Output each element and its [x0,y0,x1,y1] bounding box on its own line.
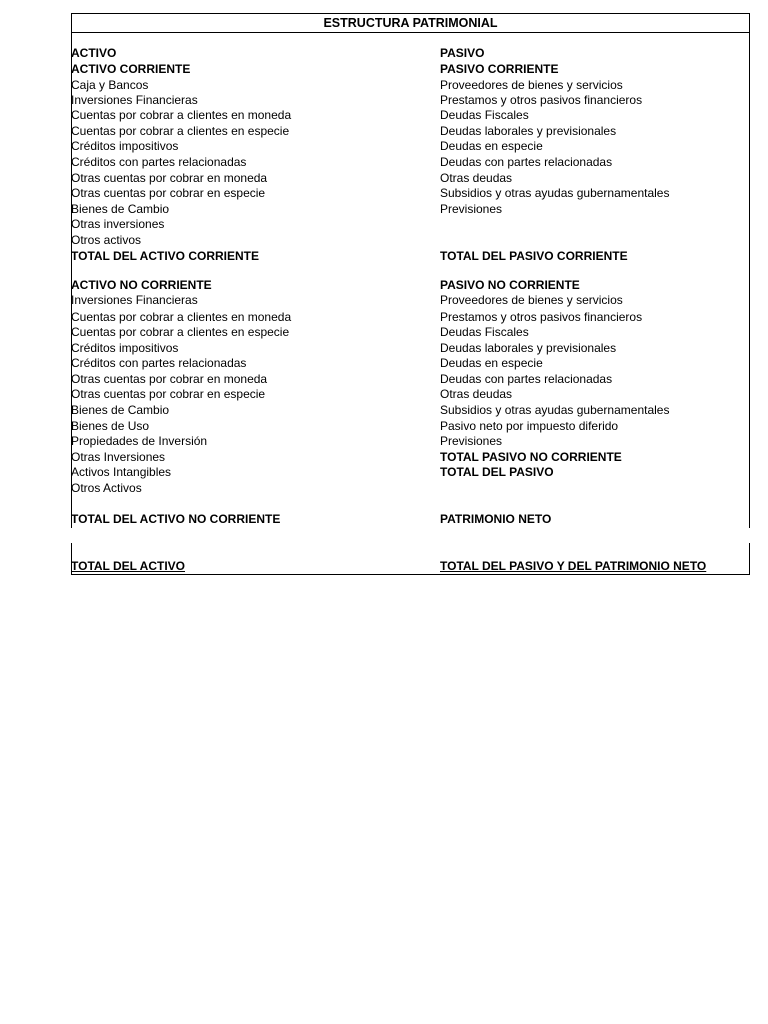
list-item: Deudas Fiscales [440,108,529,122]
list-item: Créditos impositivos [71,139,179,153]
list-item: Pasivo neto por impuesto diferido [440,419,619,433]
list-item: Bienes de Cambio [71,202,170,216]
list-item: Otras cuentas por cobrar en especie [71,387,266,401]
list-item: Cuentas por cobrar a clientes en especie [71,325,290,339]
list-item: Cuentas por cobrar a clientes en moneda [71,310,292,324]
list-item: Inversiones Financieras [71,93,198,107]
list-item: Prestamos y otros pasivos financieros [440,310,643,324]
list-item: Caja y Bancos [71,78,149,92]
pasivo-corriente-heading: PASIVO CORRIENTE [440,62,559,76]
list-item: Otras cuentas por cobrar en moneda [71,372,268,386]
list-item: Proveedores de bienes y servicios [440,78,623,92]
list-item: Otros activos [71,233,142,247]
list-item: Otras Inversiones [71,450,166,464]
list-item: Créditos con partes relacionadas [71,155,247,169]
list-item: Proveedores de bienes y servicios [440,293,623,307]
list-item: Prestamos y otros pasivos financieros [440,93,643,107]
pasivo-heading: PASIVO [440,46,485,60]
list-item: Otras deudas [440,387,513,401]
list-item: Deudas en especie [440,356,543,370]
list-item: Previsiones [440,202,503,216]
sheet-title: ESTRUCTURA PATRIMONIAL [71,13,750,33]
list-item: Cuentas por cobrar a clientes en moneda [71,108,292,122]
total-pasivo-no-corriente: TOTAL PASIVO NO CORRIENTE [440,450,622,464]
total-activo: TOTAL DEL ACTIVO [71,559,186,573]
total-pasivo: TOTAL DEL PASIVO [440,465,554,479]
list-item: Previsiones [440,434,503,448]
total-pasivo-y-patrimonio-neto: TOTAL DEL PASIVO Y DEL PATRIMONIO NETO [440,559,707,573]
total-pasivo-corriente: TOTAL DEL PASIVO CORRIENTE [440,249,628,263]
list-item: Bienes de Uso [71,419,150,433]
activo-no-corriente-heading: ACTIVO NO CORRIENTE [71,278,212,292]
list-item: Propiedades de Inversión [71,434,208,448]
bottom-border [71,574,750,575]
total-activo-no-corriente: TOTAL DEL ACTIVO NO CORRIENTE [71,512,281,526]
list-item: Deudas con partes relacionadas [440,372,613,386]
list-item: Bienes de Cambio [71,403,170,417]
list-item: Deudas laborales y previsionales [440,124,617,138]
right-border-bottom [749,543,750,574]
list-item: Créditos con partes relacionadas [71,356,247,370]
list-item: Otras cuentas por cobrar en moneda [71,171,268,185]
list-item: Otros Activos [71,481,142,495]
list-item: Subsidios y otras ayudas gubernamentales [440,403,670,417]
list-item: Cuentas por cobrar a clientes en especie [71,124,290,138]
list-item: Créditos impositivos [71,341,179,355]
list-item: Deudas con partes relacionadas [440,155,613,169]
list-item: Inversiones Financieras [71,293,198,307]
list-item: Otras deudas [440,171,513,185]
list-item: Deudas laborales y previsionales [440,341,617,355]
total-activo-corriente: TOTAL DEL ACTIVO CORRIENTE [71,249,260,263]
list-item: Deudas en especie [440,139,543,153]
activo-corriente-heading: ACTIVO CORRIENTE [71,62,191,76]
list-item: Deudas Fiscales [440,325,529,339]
activo-heading: ACTIVO [71,46,117,60]
list-item: Otras inversiones [71,217,165,231]
list-item: Subsidios y otras ayudas gubernamentales [440,186,670,200]
right-border-top [749,32,750,528]
list-item: Activos Intangibles [71,465,172,479]
list-item: Otras cuentas por cobrar en especie [71,186,266,200]
patrimonio-neto: PATRIMONIO NETO [440,512,552,526]
pasivo-no-corriente-heading: PASIVO NO CORRIENTE [440,278,580,292]
